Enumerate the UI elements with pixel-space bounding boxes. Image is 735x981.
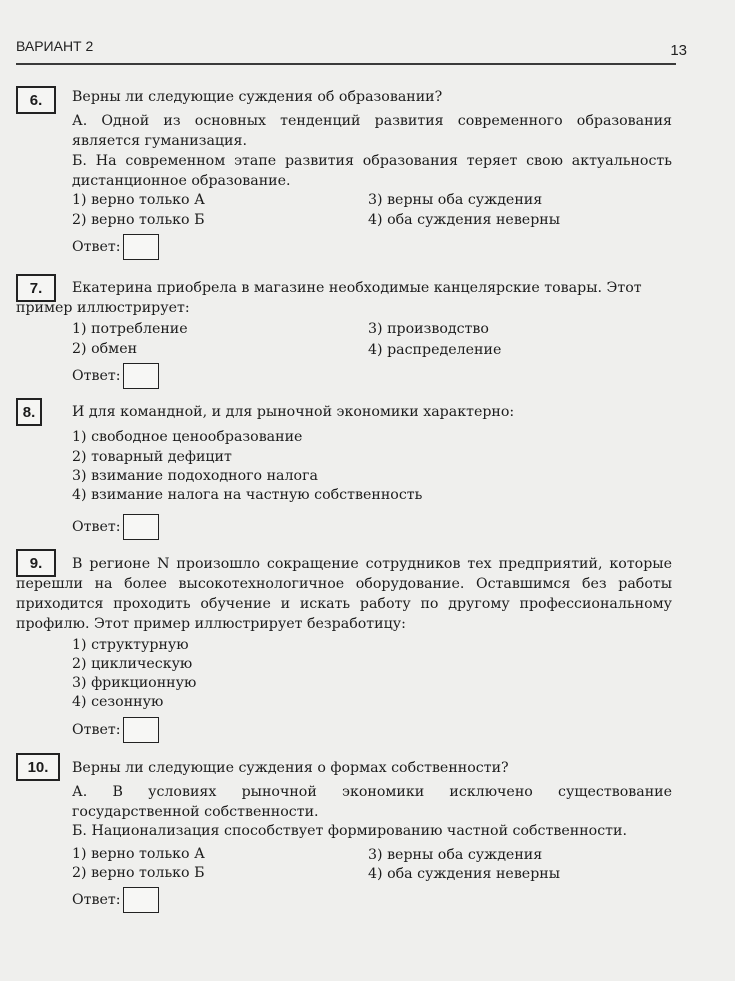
answer-box[interactable] — [123, 887, 159, 913]
option-3: 3) фрикционную — [72, 675, 197, 691]
task-number-box: 9. — [16, 549, 56, 577]
answer-label: Ответ: — [72, 368, 121, 384]
answer-box[interactable] — [123, 717, 159, 743]
answer-row — [72, 514, 159, 540]
option-3: 3) верны оба суждения — [368, 192, 543, 208]
task-number-box: 7. — [16, 274, 56, 302]
option-1: 1) структурную — [72, 637, 189, 653]
option-1: 1) верно только А — [72, 846, 205, 862]
answer-row — [72, 717, 159, 743]
option-3: 3) верны оба суждения — [368, 847, 543, 863]
statement-b: Б. На современном этапе развития образования теряет свою актуальность дистанционное образование. — [72, 153, 672, 189]
option-1: 1) верно только А — [72, 192, 205, 208]
option-4: 4) сезонную — [72, 694, 164, 710]
variant-title: ВАРИАНТ 2 — [16, 38, 94, 54]
header-rule — [16, 63, 676, 65]
option-4: 4) оба суждения неверны — [368, 866, 561, 882]
option-4: 4) распределение — [368, 342, 502, 358]
answer-box[interactable] — [123, 363, 159, 389]
question-text: Екатерина приобрела в магазине необходимые канцелярские товары. Этот пример иллюстрирует: — [16, 280, 642, 316]
option-2: 2) верно только Б — [72, 212, 205, 228]
question-text: И для командной, и для рыночной экономики характерно: — [72, 404, 515, 420]
option-4: 4) оба суждения неверны — [368, 212, 561, 228]
option-2: 2) товарный дефицит — [72, 449, 232, 465]
option-2: 2) обмен — [72, 341, 138, 357]
task-number-box: 10. — [16, 753, 60, 781]
option-3: 3) взимание подоходного налога — [72, 468, 318, 484]
option-1: 1) свободное ценообразование — [72, 429, 303, 445]
answer-label: Ответ: — [72, 722, 121, 738]
answer-row — [72, 887, 159, 913]
question-text: В регионе N произошло сокращение сотрудников тех предприятий, которые перешли на более высокотехнологичное оборудование. Оставшимся без работы приходится проходить обучение и искать работу по другому профессиональному профилю. Этот пример иллюстрирует безработицу: — [16, 556, 672, 632]
answer-box[interactable] — [123, 234, 159, 260]
statement-a: А. В условиях рыночной экономики исключено существование государственной собственности. — [72, 784, 672, 820]
answer-label: Ответ: — [72, 519, 121, 535]
option-1: 1) потребление — [72, 321, 188, 337]
page-number: 13 — [670, 42, 687, 59]
question-text: Верны ли следующие суждения об образовании? — [72, 89, 443, 105]
answer-label: Ответ: — [72, 239, 121, 255]
answer-row — [72, 363, 159, 389]
statement-b: Б. Национализация способствует формированию частной собственности. — [72, 823, 627, 839]
page-header — [16, 38, 687, 59]
task-number-box: 6. — [16, 86, 56, 114]
task-number-box: 8. — [16, 398, 42, 426]
statement-a: А. Одной из основных тенденций развития современного образования является гуманизация. — [72, 113, 672, 149]
question-text: Верны ли следующие суждения о формах собственности? — [72, 760, 509, 776]
answer-row — [72, 234, 159, 260]
option-4: 4) взимание налога на частную собственность — [72, 487, 423, 503]
option-3: 3) производство — [368, 321, 489, 337]
option-2: 2) верно только Б — [72, 865, 205, 881]
answer-box[interactable] — [123, 514, 159, 540]
option-2: 2) циклическую — [72, 656, 193, 672]
answer-label: Ответ: — [72, 892, 121, 908]
